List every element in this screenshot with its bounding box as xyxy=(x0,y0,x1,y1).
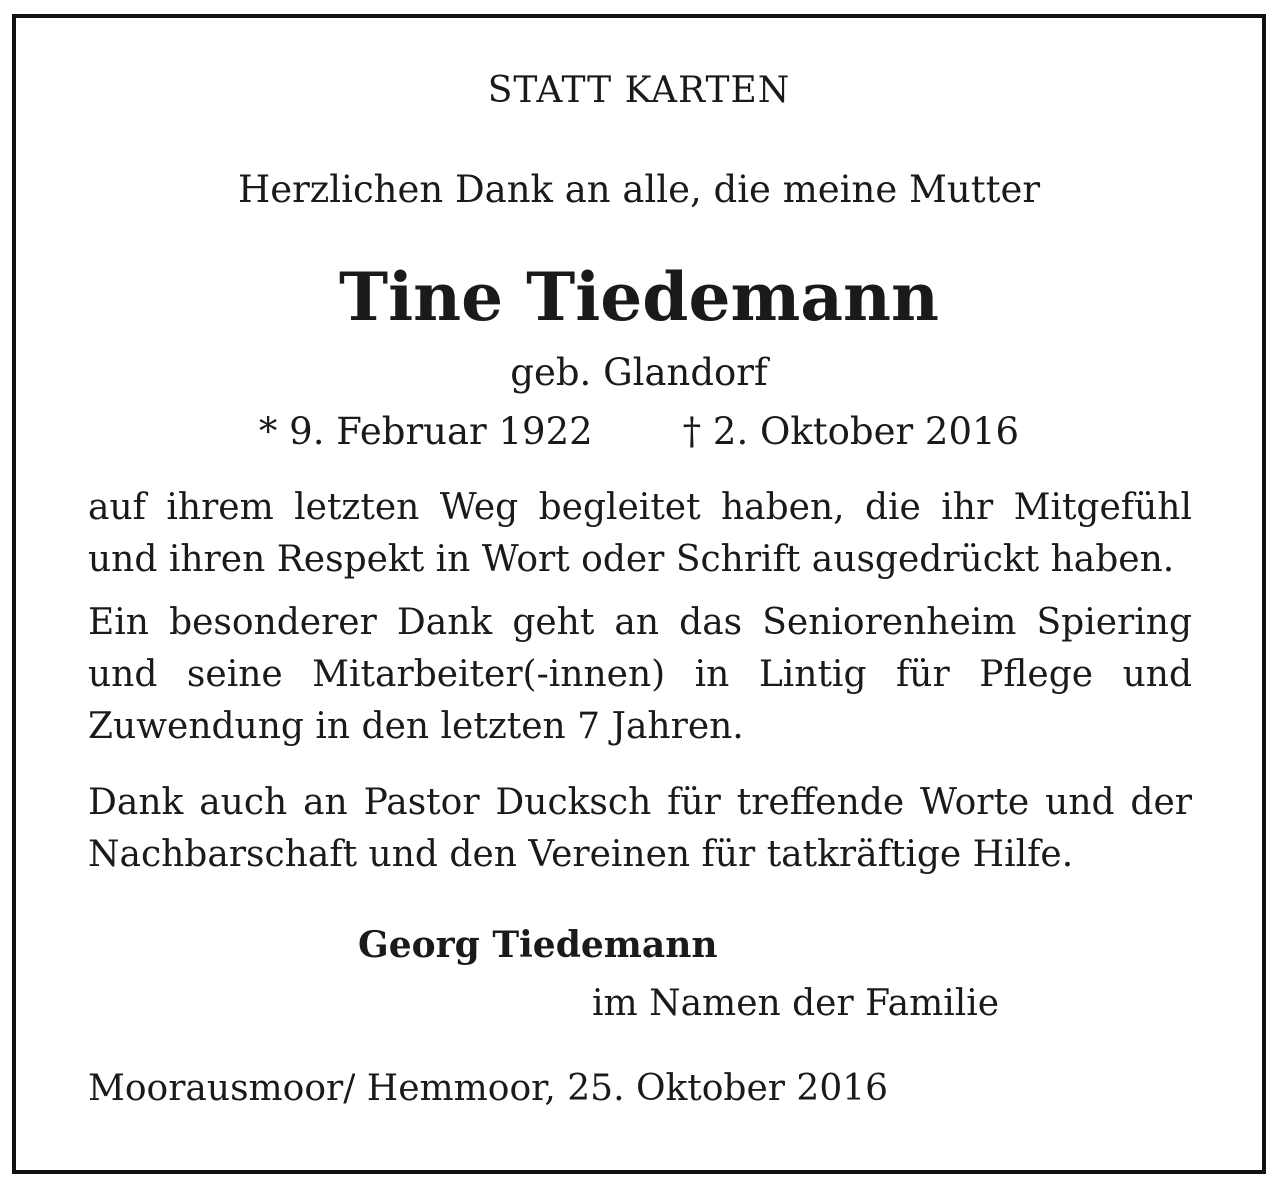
thanks-paragraph-3: Dank auch an Pastor Ducksch für treffende Worte und der Nachbarschaft und den Vereinen für tatkräftige Hilfe. xyxy=(88,782,1192,875)
death-date: † 2. Oktober 2016 xyxy=(682,410,1020,453)
place-and-date: Moorausmoor/ Hemmoor, 25. Oktober 2016 xyxy=(88,1068,889,1109)
birth-date: * 9. Februar 1922 xyxy=(258,410,593,453)
statt-karten-heading: STATT KARTEN xyxy=(487,70,791,111)
signer-name: Georg Tiedemann xyxy=(358,924,718,966)
deceased-name: Tine Tiedemann xyxy=(338,258,940,336)
born-name: geb. Glandorf xyxy=(510,351,768,394)
signer-note: im Namen der Familie xyxy=(592,983,1000,1024)
intro-line: Herzlichen Dank an alle, die meine Mutter xyxy=(237,168,1041,211)
thanks-paragraph-1: auf ihrem letzten Weg begleitet haben, die ihr Mitgefühl und ihren Respekt in Wort oder Schrift ausgedrückt haben. xyxy=(88,487,1192,580)
obituary-card xyxy=(12,14,1266,1174)
thanks-paragraph-2: Ein besonderer Dank geht an das Seniorenheim Spiering und seine Mitarbeiter(-innen) in Lintig für Pflege und Zuwendung in den letzten 7 Jahren. xyxy=(88,602,1192,747)
life-dates xyxy=(16,410,1262,453)
